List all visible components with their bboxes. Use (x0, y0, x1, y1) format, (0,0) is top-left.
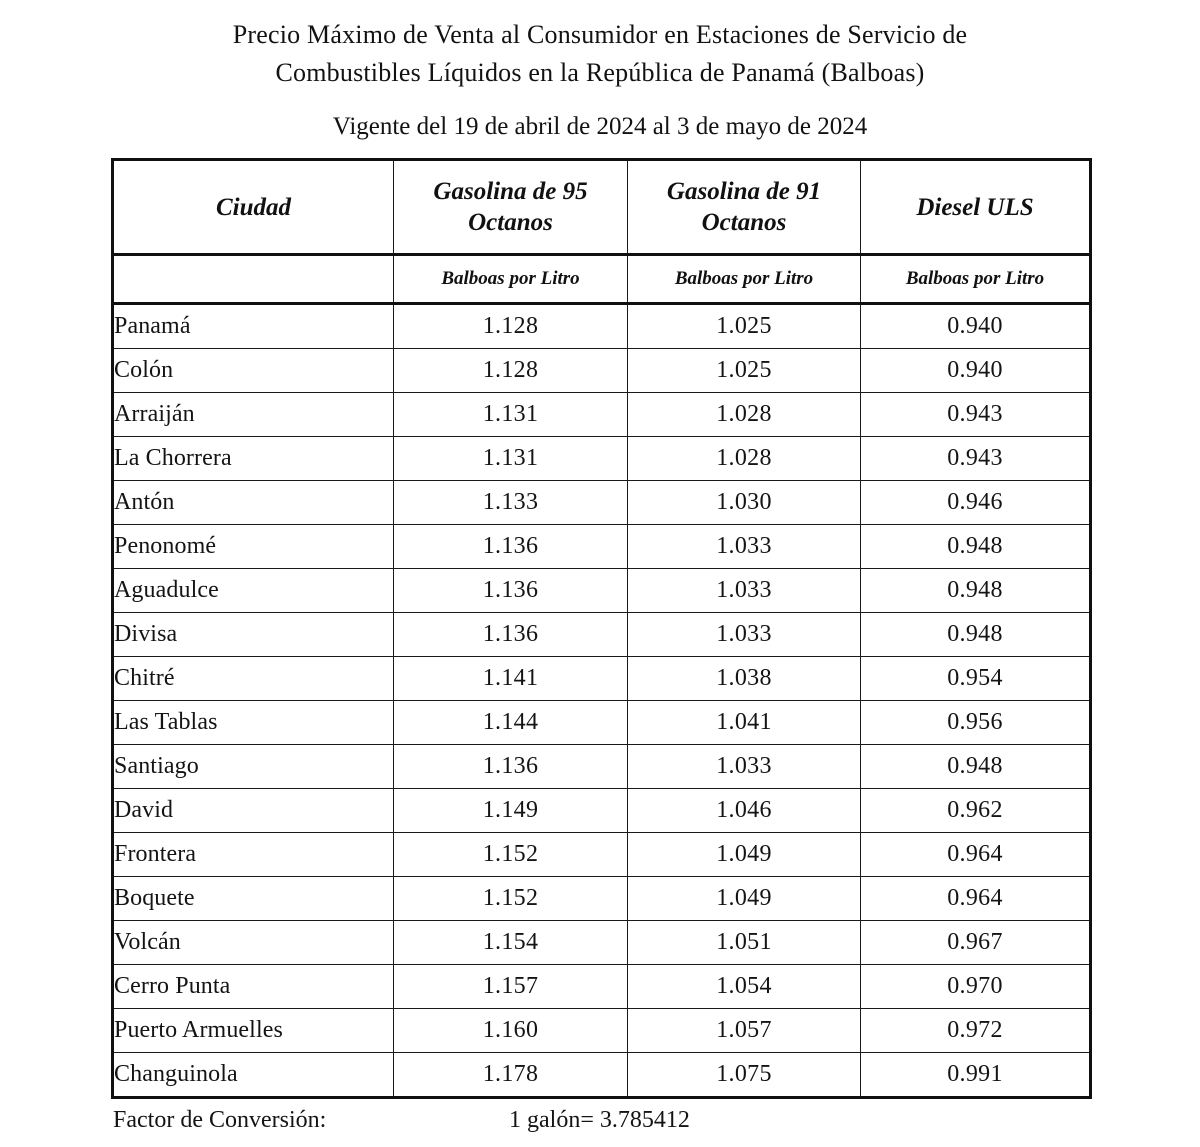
cell-gasolina-95: 1.152 (394, 877, 628, 921)
cell-city: Santiago (113, 745, 394, 789)
cell-gasolina-95: 1.160 (394, 1009, 628, 1053)
cell-city: Arraiján (113, 393, 394, 437)
cell-diesel-uls: 0.948 (861, 569, 1091, 613)
cell-city: Volcán (113, 921, 394, 965)
unit-header-city (113, 255, 394, 304)
cell-gasolina-91: 1.025 (628, 304, 861, 349)
table-row (113, 833, 1091, 877)
cell-gasolina-95: 1.133 (394, 481, 628, 525)
cell-city: Changuinola (113, 1053, 394, 1098)
cell-gasolina-95: 1.128 (394, 304, 628, 349)
document-title-line-1: Precio Máximo de Venta al Consumidor en Estaciones de Servicio de (232, 20, 968, 49)
cell-city: Cerro Punta (113, 965, 394, 1009)
cell-diesel-uls: 0.964 (861, 833, 1091, 877)
table-row (113, 657, 1091, 701)
document-title-line-2: Combustibles Líquidos en la República de Panamá (Balboas) (275, 58, 925, 87)
cell-gasolina-91: 1.051 (628, 921, 861, 965)
cell-gasolina-91: 1.046 (628, 789, 861, 833)
cell-city: Divisa (113, 613, 394, 657)
cell-gasolina-95: 1.136 (394, 569, 628, 613)
cell-gasolina-91: 1.033 (628, 745, 861, 789)
cell-gasolina-91: 1.041 (628, 701, 861, 745)
cell-city: Puerto Armuelles (113, 1009, 394, 1053)
table-row (113, 304, 1091, 349)
column-header-city: Ciudad (113, 160, 394, 255)
cell-gasolina-91: 1.049 (628, 877, 861, 921)
cell-diesel-uls: 0.946 (861, 481, 1091, 525)
cell-diesel-uls: 0.991 (861, 1053, 1091, 1098)
cell-gasolina-95: 1.141 (394, 657, 628, 701)
cell-diesel-uls: 0.948 (861, 613, 1091, 657)
cell-city: La Chorrera (113, 437, 394, 481)
cell-gasolina-91: 1.057 (628, 1009, 861, 1053)
table-header-row-units (113, 255, 1091, 304)
column-header-diesel-uls: Diesel ULS (861, 160, 1091, 255)
cell-gasolina-91: 1.054 (628, 965, 861, 1009)
cell-gasolina-91: 1.033 (628, 613, 861, 657)
cell-gasolina-95: 1.178 (394, 1053, 628, 1098)
table-header (113, 160, 1091, 304)
table-row (113, 437, 1091, 481)
cell-diesel-uls: 0.940 (861, 304, 1091, 349)
cell-city: Frontera (113, 833, 394, 877)
table-row (113, 525, 1091, 569)
cell-gasolina-91: 1.033 (628, 525, 861, 569)
cell-gasolina-91: 1.028 (628, 437, 861, 481)
table-row (113, 921, 1091, 965)
conversion-factor-label: Factor de Conversión: (113, 1107, 327, 1133)
cell-diesel-uls: 0.970 (861, 965, 1091, 1009)
cell-diesel-uls: 0.948 (861, 525, 1091, 569)
table-row (113, 613, 1091, 657)
cell-diesel-uls: 0.972 (861, 1009, 1091, 1053)
cell-diesel-uls: 0.948 (861, 745, 1091, 789)
cell-city: Penonomé (113, 525, 394, 569)
cell-gasolina-91: 1.049 (628, 833, 861, 877)
cell-gasolina-91: 1.030 (628, 481, 861, 525)
cell-diesel-uls: 0.954 (861, 657, 1091, 701)
cell-gasolina-91: 1.075 (628, 1053, 861, 1098)
column-header-gasolina-95: Gasolina de 95 Octanos (394, 160, 628, 255)
cell-gasolina-95: 1.152 (394, 833, 628, 877)
price-table-container (111, 158, 1089, 1099)
table-row (113, 789, 1091, 833)
cell-gasolina-91: 1.033 (628, 569, 861, 613)
table-body (113, 304, 1091, 1098)
table-row (113, 1053, 1091, 1098)
cell-gasolina-95: 1.154 (394, 921, 628, 965)
cell-gasolina-95: 1.128 (394, 349, 628, 393)
cell-gasolina-91: 1.038 (628, 657, 861, 701)
table-row (113, 1009, 1091, 1053)
column-header-gasolina-91: Gasolina de 91 Octanos (628, 160, 861, 255)
cell-city: Boquete (113, 877, 394, 921)
cell-city: Panamá (113, 304, 394, 349)
cell-city: Chitré (113, 657, 394, 701)
cell-gasolina-95: 1.157 (394, 965, 628, 1009)
unit-header-diesel-uls: Balboas por Litro (861, 255, 1091, 304)
cell-diesel-uls: 0.940 (861, 349, 1091, 393)
cell-city: Colón (113, 349, 394, 393)
cell-city: Antón (113, 481, 394, 525)
table-row (113, 349, 1091, 393)
cell-diesel-uls: 0.962 (861, 789, 1091, 833)
cell-gasolina-91: 1.028 (628, 393, 861, 437)
cell-gasolina-91: 1.025 (628, 349, 861, 393)
table-row (113, 745, 1091, 789)
fuel-price-table (111, 158, 1092, 1099)
conversion-factor-footer (111, 1107, 1089, 1147)
cell-gasolina-95: 1.136 (394, 613, 628, 657)
cell-gasolina-95: 1.149 (394, 789, 628, 833)
cell-diesel-uls: 0.956 (861, 701, 1091, 745)
cell-diesel-uls: 0.943 (861, 393, 1091, 437)
cell-city: Aguadulce (113, 569, 394, 613)
cell-city: David (113, 789, 394, 833)
cell-diesel-uls: 0.943 (861, 437, 1091, 481)
table-row (113, 393, 1091, 437)
table-row (113, 569, 1091, 613)
table-header-row-main (113, 160, 1091, 255)
cell-gasolina-95: 1.131 (394, 393, 628, 437)
cell-diesel-uls: 0.964 (861, 877, 1091, 921)
table-row (113, 965, 1091, 1009)
table-row (113, 877, 1091, 921)
cell-gasolina-95: 1.131 (394, 437, 628, 481)
unit-header-gasolina-95: Balboas por Litro (394, 255, 628, 304)
cell-gasolina-95: 1.144 (394, 701, 628, 745)
cell-gasolina-95: 1.136 (394, 525, 628, 569)
cell-gasolina-95: 1.136 (394, 745, 628, 789)
validity-period: Vigente del 19 de abril de 2024 al 3 de mayo de 2024 (332, 113, 868, 140)
cell-diesel-uls: 0.967 (861, 921, 1091, 965)
cell-city: Las Tablas (113, 701, 394, 745)
table-row (113, 701, 1091, 745)
table-row (113, 481, 1091, 525)
unit-header-gasolina-91: Balboas por Litro (628, 255, 861, 304)
conversion-factor-value: 1 galón= 3.785412 (509, 1107, 690, 1133)
title-block (0, 0, 1200, 144)
